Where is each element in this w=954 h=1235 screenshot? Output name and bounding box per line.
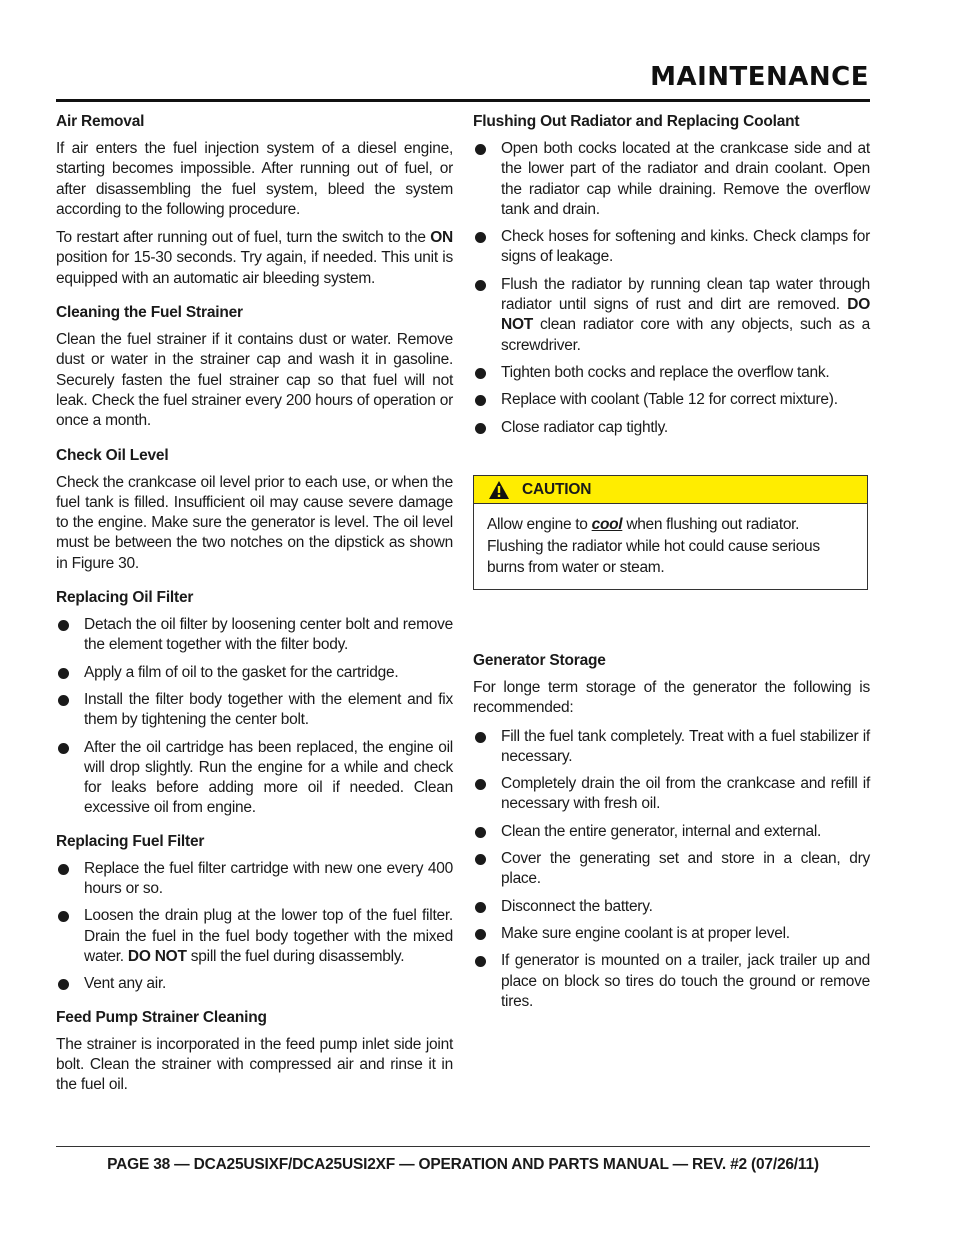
caution-text: Allow engine to cool when flushing out radiator. Flushing the radiator while hot could cause serious burns from water or steam. [487,516,820,576]
oil-level-paragraph: Check the crankcase oil level prior to each use, or when the fuel tank is filled. Insufficient oil may cause severe damage to the engine. Make sure the generator is level. The oil level must be between the two notches on the dipstick as shown in Figure 30. [56,473,453,572]
list-item: Replace the fuel filter cartridge with new one every 400 hours or so. [56,859,453,900]
feed-pump-paragraph: The strainer is incorporated in the feed pump inlet side joint bolt. Clean the strainer with compressed air and rinse it in the fuel oil. [56,1035,453,1094]
right-column [473,112,870,445]
list-item: Disconnect the battery. [473,897,870,917]
bullet-icon [475,827,486,838]
list-item: Vent any air. [56,974,453,994]
oil-filter-list [56,615,453,819]
list-item: Install the filter body together with the element and fix them by tightening the center bolt. [56,690,453,731]
page-footer: PAGE 38 — DCA25USIXF/DCA25USI2XF — OPERATION AND PARTS MANUAL — REV. #2 (07/26/11) [107,1156,819,1173]
bullet-icon [475,902,486,913]
oil-filter-heading: Replacing Oil Filter [56,589,194,607]
bullet-icon [58,864,69,875]
footer-rule [56,1146,870,1147]
air-removal-paragraph-1: If air enters the fuel injection system of a diesel engine, starting becomes impossible. After running out of fuel, or after disassembling the fuel system, bleed the system according to the following procedure. [56,140,453,218]
radiator-list [473,139,870,438]
fuel-filter-list [56,859,453,995]
list-item: Make sure engine coolant is at proper level. [473,924,870,944]
list-item: Loosen the drain plug at the lower top of the fuel filter. Drain the fuel in the fuel body together with the mixed water. DO NOT spill the fuel during disassembly. [56,906,453,967]
bullet-icon [58,620,69,631]
storage-section [473,651,870,1019]
page-section-title: MAINTENANCE [650,62,869,92]
bullet-icon [475,423,486,434]
feed-pump-heading: Feed Pump Strainer Cleaning [56,1008,267,1026]
list-item: Close radiator cap tightly. [473,418,870,438]
list-item: Check hoses for softening and kinks. Check clamps for signs of leakage. [473,227,870,268]
left-column [56,112,453,1103]
list-item: Tighten both cocks and replace the overflow tank. [473,363,870,383]
list-item: After the oil cartridge has been replaced, the engine oil will drop slightly. Run the engine for a while and check for leaks before adding more oil if needed. Clean excessive oil from engine. [56,738,453,819]
bullet-icon [475,144,486,155]
air-removal-heading: Air Removal [56,113,145,130]
list-item: Clean the entire generator, internal and external. [473,822,870,842]
bullet-icon [475,232,486,243]
bullet-icon [475,929,486,940]
bullet-icon [475,732,486,743]
bullet-icon [58,668,69,679]
list-item: Flush the radiator by running clean tap water through radiator until signs of rust and dirt are removed. DO NOT clean radiator core with any objects, such as a screwdriver. [473,275,870,356]
oil-level-heading: Check Oil Level [56,446,169,464]
caution-box [473,475,868,590]
bullet-icon [475,395,486,406]
radiator-heading: Flushing Out Radiator and Replacing Coolant [473,113,800,130]
bullet-icon [58,743,69,754]
list-item: Apply a film of oil to the gasket for the cartridge. [56,663,453,683]
air-removal-paragraph-2: To restart after running out of fuel, turn the switch to the ON position for 15-30 seconds. Try again, if needed. This unit is equipped with an automatic air bleeding system. [56,229,453,287]
storage-intro: For longe term storage of the generator the following is recommended: [473,679,870,717]
list-item: Detach the oil filter by loosening center bolt and remove the element together with the filter body. [56,615,453,656]
list-item: Cover the generating set and store in a clean, dry place. [473,849,870,890]
bullet-icon [475,368,486,379]
fuel-strainer-paragraph: Clean the fuel strainer if it contains dust or water. Remove dust or water in the strainer cap and wash it in gasoline. Securely fasten the fuel strainer cap so that fuel will not leak. Check the fuel strainer every 200 hours of operation or once a month. [56,331,453,430]
bullet-icon [58,911,69,922]
list-item: Open both cocks located at the crankcase side and at the lower part of the radiator and drain coolant. Open the radiator cap while draining. Remove the overflow tank and drain. [473,139,870,220]
storage-heading: Generator Storage [473,652,606,669]
bullet-icon [58,979,69,990]
fuel-filter-heading: Replacing Fuel Filter [56,832,205,850]
fuel-strainer-heading: Cleaning the Fuel Strainer [56,304,243,322]
caution-header [474,476,867,504]
list-item: If generator is mounted on a trailer, jack trailer up and place on block so tires do touch the ground or remove tires. [473,951,870,1012]
warning-triangle-icon [488,480,510,500]
header-rule [56,99,870,102]
storage-list [473,727,870,1013]
caution-label: CAUTION [522,480,592,498]
list-item: Replace with coolant (Table 12 for correct mixture). [473,390,870,410]
bullet-icon [475,956,486,967]
bullet-icon [475,854,486,865]
list-item: Fill the fuel tank completely. Treat with a fuel stabilizer if necessary. [473,727,870,768]
bullet-icon [475,779,486,790]
bullet-icon [58,695,69,706]
bullet-icon [475,280,486,291]
list-item: Completely drain the oil from the crankcase and refill if necessary with fresh oil. [473,774,870,815]
